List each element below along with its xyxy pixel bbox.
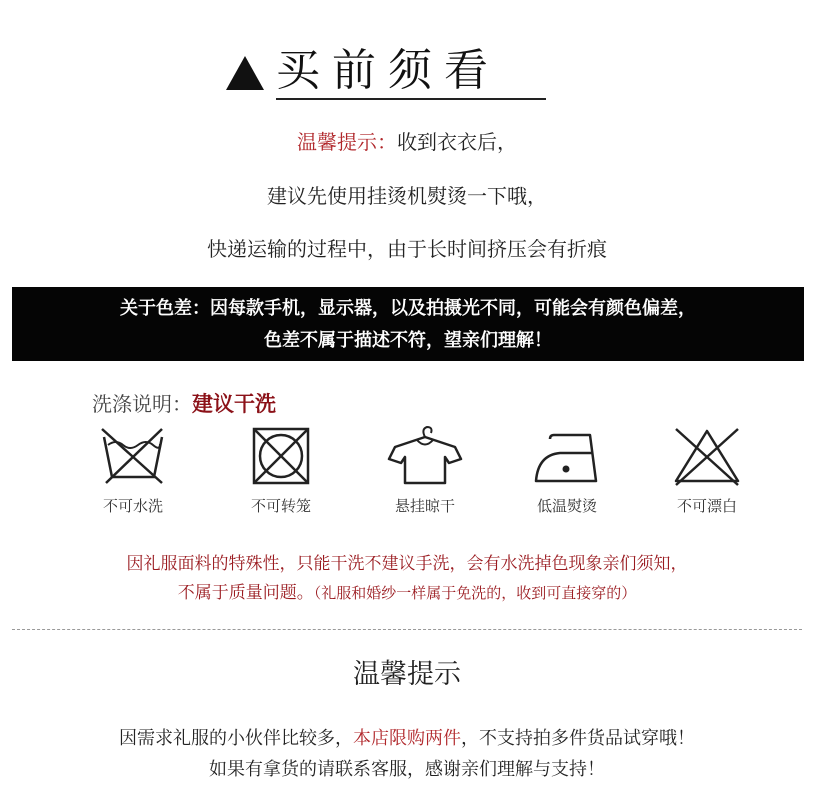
care-item-hang-dry bbox=[370, 425, 480, 516]
banner-line-1: 关于色差：因每款手机，显示器，以及拍摄光不同，可能会有颜色偏差， bbox=[120, 298, 696, 319]
color-difference-banner bbox=[12, 287, 804, 361]
tips-line-2: 如果有拿货的请联系客服，感谢亲们理解与支持！ bbox=[209, 759, 605, 780]
care-label: 不可水洗 bbox=[102, 497, 163, 515]
washing-note-main: 不属于质量问题。 bbox=[177, 583, 314, 603]
tips-line-1-pre: 因需求礼服的小伙伴比较多， bbox=[119, 728, 353, 749]
dashed-divider bbox=[12, 629, 802, 630]
care-label: 不可转笼 bbox=[250, 497, 311, 515]
tips-line-1-post: ，不支持拍多件货品试穿哦！ bbox=[461, 728, 695, 749]
reminder-text-1: 收到衣衣后， bbox=[397, 130, 517, 154]
care-item-low-iron bbox=[512, 425, 622, 516]
washing-note-line-1: 因礼服面料的特殊性，只能干洗不建议手洗，会有水洗掉色现象亲们须知， bbox=[126, 554, 688, 574]
title-underline bbox=[276, 98, 546, 100]
tips-heading: 温馨提示 bbox=[353, 659, 461, 690]
reminder-line-3: 快递运输的过程中，由于长时间挤压会有折痕 bbox=[207, 237, 607, 261]
washing-label: 洗涤说明： bbox=[92, 392, 192, 416]
page-title: 买前须看 bbox=[276, 45, 500, 96]
washing-note-line-2 bbox=[0, 578, 814, 603]
tips-heading-wrap bbox=[0, 652, 814, 691]
care-label: 不可漂白 bbox=[676, 497, 737, 515]
care-item-no-bleach bbox=[652, 425, 762, 516]
purchase-limit-highlight: 本店限购两件 bbox=[353, 728, 461, 749]
reminder-line-1 bbox=[0, 126, 814, 155]
care-label: 悬挂晾干 bbox=[394, 497, 455, 515]
no-tumble-dry-icon bbox=[246, 425, 316, 487]
low-iron-icon bbox=[530, 425, 604, 487]
washing-note-sub: （礼服和婚纱一样属于免洗的，收到可直接穿的） bbox=[313, 584, 637, 602]
hang-dry-icon bbox=[385, 425, 465, 487]
reminder-line-2: 建议先使用挂烫机熨烫一下哦， bbox=[267, 184, 547, 208]
care-label: 低温熨烫 bbox=[536, 497, 597, 515]
no-bleach-icon bbox=[670, 425, 744, 487]
triangle-icon bbox=[226, 56, 264, 90]
no-washing-icon bbox=[98, 425, 168, 487]
reminder-label: 温馨提示： bbox=[297, 130, 397, 154]
care-item-no-tumble-dry bbox=[226, 425, 336, 516]
washing-title bbox=[92, 388, 276, 418]
care-item-no-washing bbox=[78, 425, 188, 516]
tips-line-1 bbox=[0, 724, 814, 750]
banner-line-2: 色差不属于描述不符，望亲们理解！ bbox=[264, 330, 552, 351]
header bbox=[220, 20, 560, 96]
washing-value: 建议干洗 bbox=[192, 392, 276, 416]
